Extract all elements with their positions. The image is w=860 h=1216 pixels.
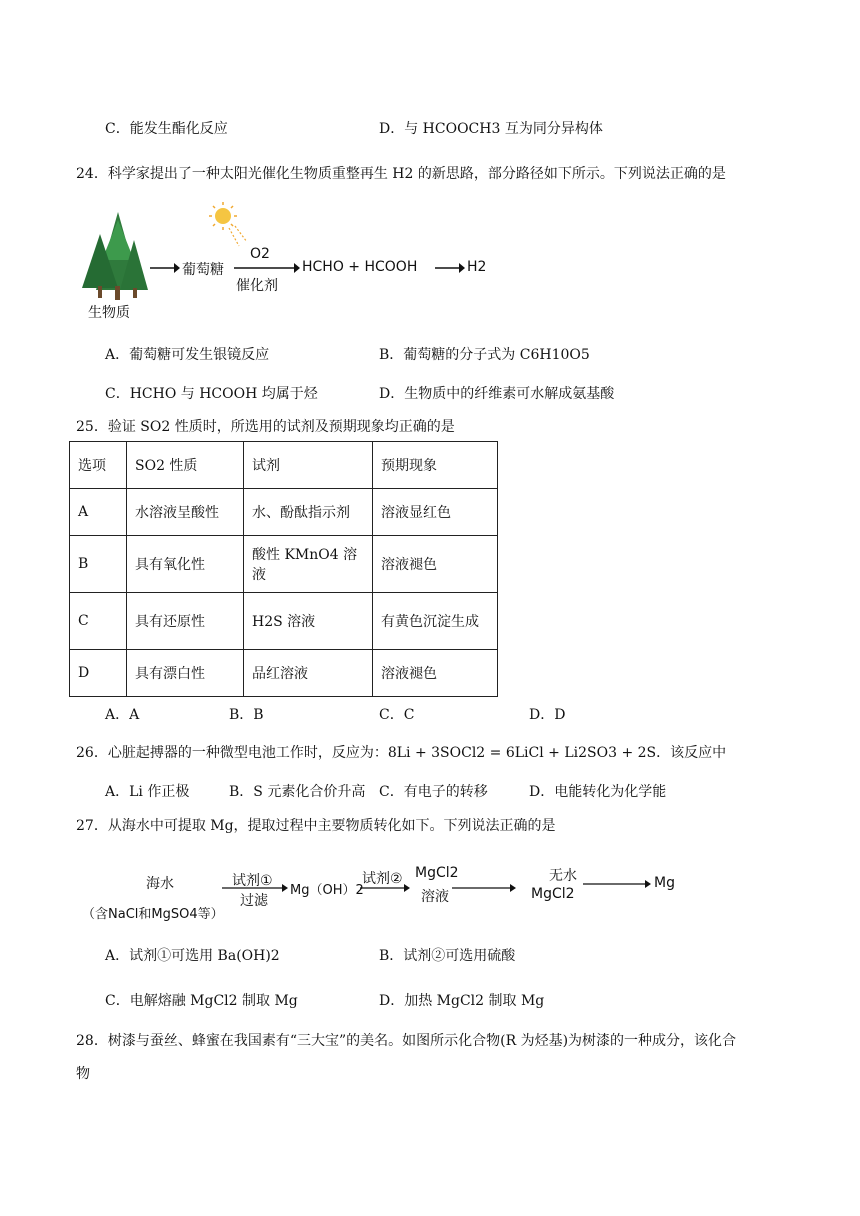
q28-stem-continued: 物 [76,1066,90,1082]
q27-option-b: B．试剂②可选用硫酸 [379,948,516,964]
anhydrous-label: 无水 [549,868,577,884]
arrow-icon [452,883,516,893]
q25-option-a: A．A [105,707,140,723]
table-cell: A [70,489,127,536]
seawater-note: （含NaCl和MgSO4等） [82,907,224,922]
table-row [70,536,498,593]
reagent1-label: 试剂① [232,873,273,889]
q27-stem: 27．从海水中可提取 Mg，提取过程中主要物质转化如下。下列说法正确的是 [76,818,556,834]
tree-icon [78,210,150,302]
table-row [70,650,498,697]
table-cell: 溶液显红色 [373,489,498,536]
table-cell: 品红溶液 [244,650,373,697]
q27-option-d: D．加热 MgCl2 制取 Mg [379,993,545,1009]
q26-option-a: A．Li 作正极 [105,784,190,800]
q26-stem: 26．心脏起搏器的一种微型电池工作时，反应为：8Li + 3SOCl2 = 6LiCl + Li2SO3 + 2S．该反应中 [76,745,727,761]
table-cell: D [70,650,127,697]
sun-icon [205,200,255,252]
table-row [70,489,498,536]
table-header: 试剂 [244,442,373,489]
table-cell: 溶液褪色 [373,650,498,697]
table-cell: 具有漂白性 [127,650,244,697]
catalyst-label: 催化剂 [236,278,278,294]
q27-option-a: A．试剂①可选用 Ba(OH)2 [105,948,280,964]
q26-option-d: D．电能转化为化学能 [529,784,667,800]
table-cell: 具有还原性 [127,593,244,650]
q23-option-d: D．与 HCOOCH3 互为同分异构体 [379,121,603,137]
arrow-icon [583,879,651,889]
table-cell: 酸性 KMnO4 溶液 [244,536,373,593]
table-cell: B [70,536,127,593]
q26-option-c: C．有电子的转移 [379,784,488,800]
q27-option-c: C．电解熔融 MgCl2 制取 Mg [105,993,298,1009]
q24-option-c: C．HCHO 与 HCOOH 均属于烃 [105,386,318,402]
anhydrous-mgcl2-label: MgCl2 [531,886,575,902]
table-cell: 有黄色沉淀生成 [373,593,498,650]
glucose-label: 葡萄糖 [182,262,224,278]
q25-stem: 25．验证 SO2 性质时，所选用的试剂及预期现象均正确的是 [76,419,455,435]
q25-option-c: C．C [379,707,415,723]
arrow-icon [435,263,465,273]
filter-label: 过滤 [240,893,268,909]
table-row [70,593,498,650]
arrow-icon [150,262,180,274]
table-header-row [70,442,498,489]
table-cell: C [70,593,127,650]
q25-option-b: B．B [229,707,264,723]
table-header: 选项 [70,442,127,489]
mgoh2-label: Mg（OH）2 [290,883,364,898]
mgcl2-solution-label: MgCl2 [415,865,459,881]
table-cell: 溶液褪色 [373,536,498,593]
q26-option-b: B．S 元素化合价升高 [229,784,366,800]
reaction-arrow-icon [234,263,300,273]
solution-label: 溶液 [421,889,449,905]
table-cell: H2S 溶液 [244,593,373,650]
biomass-label: 生物质 [88,305,130,321]
q24-stem: 24．科学家提出了一种太阳光催化生物质重整再生 H2 的新思路，部分路径如下所示。下列说法正确的是 [76,166,726,182]
q24-option-a: A．葡萄糖可发生银镜反应 [105,347,270,363]
mg-label: Mg [654,875,675,891]
o2-label: O2 [250,246,270,262]
table-cell: 水、酚酞指示剂 [244,489,373,536]
seawater-label: 海水 [146,876,174,892]
q28-stem: 28．树漆与蚕丝、蜂蜜在我国素有“三大宝”的美名。如图所示化合物(R 为烃基)为树漆的一种成分，该化合 [76,1033,737,1049]
h2-label: H2 [467,259,487,275]
reagent2-label: 试剂② [362,871,403,887]
products-label: HCHO + HCOOH [302,259,418,275]
arrow-icon [360,883,410,893]
q23-option-c: C．能发生酯化反应 [105,121,228,137]
q25-option-d: D．D [529,707,566,723]
table-cell: 水溶液呈酸性 [127,489,244,536]
table-header: SO2 性质 [127,442,244,489]
table-header: 预期现象 [373,442,498,489]
q25-table [69,441,498,697]
q24-option-b: B．葡萄糖的分子式为 C6H10O5 [379,347,590,363]
table-cell: 具有氧化性 [127,536,244,593]
q24-option-d: D．生物质中的纤维素可水解成氨基酸 [379,386,615,402]
